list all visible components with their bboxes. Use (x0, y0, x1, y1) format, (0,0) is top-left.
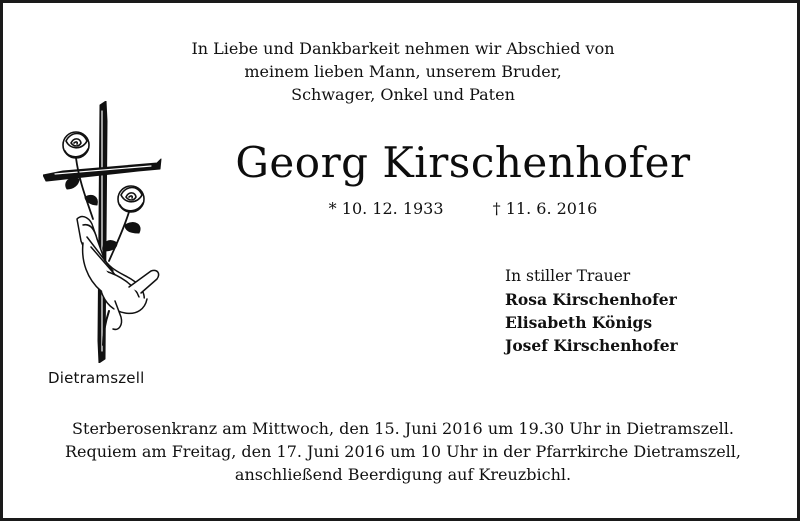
mourner-name: Elisabeth Königs (505, 313, 653, 332)
death-date: † 11. 6. 2016 (492, 199, 598, 218)
deceased-name: Georg Kirschenhofer (235, 138, 691, 187)
service-details (23, 417, 783, 486)
mourners-lead: In stiller Trauer (505, 267, 631, 285)
birth-date: * 10. 12. 1933 (328, 199, 444, 218)
intro-line: In Liebe und Dankbarkeit nehmen wir Abschied von (191, 39, 615, 58)
place-label: Dietramszell (48, 369, 145, 387)
service-line: Sterberosenkranz am Mittwoch, den 15. Juni 2016 um 19.30 Uhr in Dietramszell. (72, 419, 734, 438)
mourner-name: Rosa Kirschenhofer (505, 290, 677, 309)
service-line: anschließend Beerdigung auf Kreuzbichl. (234, 465, 572, 484)
cross-roses-praying-hands-icon (43, 101, 165, 363)
intro-line: Schwager, Onkel und Paten (291, 85, 515, 104)
intro-text (143, 37, 663, 106)
service-line: Requiem am Freitag, den 17. Juni 2016 um 10 Uhr in der Pfarrkirche Dietramszell, (64, 442, 741, 461)
mourner-name: Josef Kirschenhofer (505, 336, 678, 355)
intro-line: meinem lieben Mann, unserem Bruder, (244, 62, 562, 81)
mourners-block (505, 265, 678, 357)
life-dates (228, 199, 698, 218)
